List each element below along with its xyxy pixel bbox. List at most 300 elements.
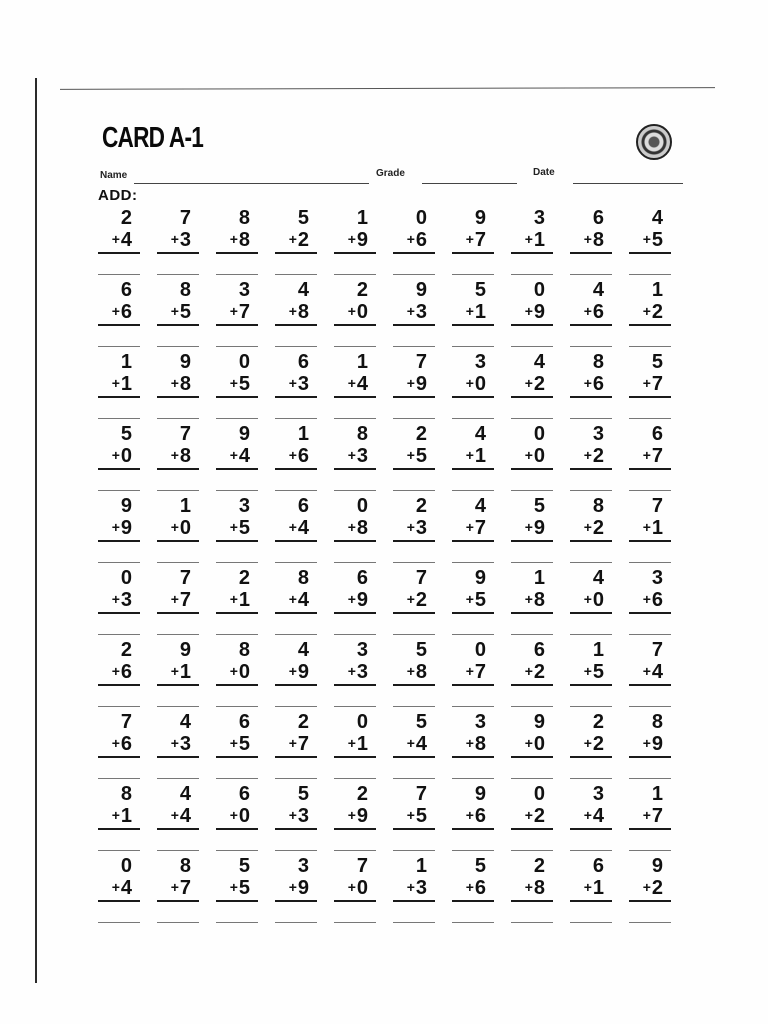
- addition-problem: [271, 422, 317, 494]
- sum-bar: [334, 900, 376, 902]
- addend-bottom-value: 4: [415, 733, 427, 755]
- addend-bottom: [643, 229, 663, 250]
- answer-line[interactable]: [629, 706, 671, 707]
- addend-bottom-value: 4: [592, 805, 604, 827]
- answer-line[interactable]: [216, 706, 258, 707]
- addend-top: 2: [415, 495, 427, 517]
- answer-line[interactable]: [98, 634, 140, 635]
- addend-bottom-value: 4: [120, 229, 132, 251]
- answer-line[interactable]: [98, 418, 140, 419]
- answer-line[interactable]: [629, 634, 671, 635]
- addend-top: 8: [356, 423, 368, 445]
- answer-line[interactable]: [275, 418, 317, 419]
- answer-line[interactable]: [157, 418, 199, 419]
- answer-line[interactable]: [216, 562, 258, 563]
- plus-sign: +: [642, 663, 651, 679]
- answer-line[interactable]: [511, 634, 553, 635]
- answer-line[interactable]: [98, 850, 140, 851]
- plus-sign: +: [406, 231, 415, 247]
- addend-top: 7: [120, 711, 132, 733]
- addition-problem: [271, 782, 317, 854]
- answer-line[interactable]: [452, 634, 494, 635]
- answer-line[interactable]: [452, 778, 494, 779]
- answer-line[interactable]: [98, 922, 140, 923]
- addition-problem: [566, 422, 612, 494]
- answer-line[interactable]: [452, 274, 494, 275]
- sum-bar: [98, 900, 140, 902]
- addition-problem: [271, 638, 317, 710]
- addition-problem: [94, 278, 140, 350]
- sum-bar: [334, 324, 376, 326]
- addend-bottom: [466, 517, 486, 538]
- addition-problem: [625, 206, 671, 278]
- answer-line[interactable]: [511, 346, 553, 347]
- addend-bottom: [643, 589, 663, 610]
- sum-bar: [511, 756, 553, 758]
- addend-top: 5: [297, 207, 309, 229]
- problem-row: [94, 638, 684, 710]
- addition-problem: [448, 566, 494, 638]
- answer-line[interactable]: [334, 490, 376, 491]
- addend-top: 1: [415, 855, 427, 877]
- answer-line[interactable]: [334, 418, 376, 419]
- answer-line[interactable]: [216, 778, 258, 779]
- answer-line[interactable]: [393, 418, 435, 419]
- answer-line[interactable]: [393, 634, 435, 635]
- answer-line[interactable]: [334, 562, 376, 563]
- answer-line[interactable]: [98, 706, 140, 707]
- addend-bottom: [466, 589, 486, 610]
- sum-bar: [629, 612, 671, 614]
- answer-line[interactable]: [275, 346, 317, 347]
- answer-line[interactable]: [452, 706, 494, 707]
- addend-bottom: [525, 229, 545, 250]
- addend-top: 1: [592, 639, 604, 661]
- sum-bar: [511, 468, 553, 470]
- plus-sign: +: [288, 879, 297, 895]
- plus-sign: +: [288, 591, 297, 607]
- addend-bottom-value: 4: [297, 589, 309, 611]
- addend-top: 2: [120, 639, 132, 661]
- addend-top: 8: [238, 207, 250, 229]
- addend-bottom-value: 1: [238, 589, 250, 611]
- answer-line[interactable]: [157, 706, 199, 707]
- addend-bottom-value: 3: [297, 373, 309, 395]
- addition-problem: [507, 710, 553, 782]
- sum-bar: [511, 684, 553, 686]
- addend-bottom-value: 2: [533, 373, 545, 395]
- problem-row: [94, 350, 684, 422]
- addend-bottom-value: 5: [238, 517, 250, 539]
- addition-problem: [330, 206, 376, 278]
- addition-problem: [153, 782, 199, 854]
- answer-line[interactable]: [629, 922, 671, 923]
- answer-line[interactable]: [570, 562, 612, 563]
- addend-bottom-value: 9: [356, 589, 368, 611]
- addend-top: 0: [415, 207, 427, 229]
- addend-bottom-value: 9: [120, 517, 132, 539]
- answer-line[interactable]: [393, 850, 435, 851]
- addend-bottom-value: 6: [474, 805, 486, 827]
- answer-line[interactable]: [452, 850, 494, 851]
- addend-bottom: [289, 445, 309, 466]
- answer-line[interactable]: [275, 562, 317, 563]
- answer-line[interactable]: [452, 922, 494, 923]
- plus-sign: +: [111, 663, 120, 679]
- answer-line[interactable]: [98, 778, 140, 779]
- answer-line[interactable]: [570, 850, 612, 851]
- addend-top: 1: [356, 351, 368, 373]
- addend-top: 2: [120, 207, 132, 229]
- answer-line[interactable]: [334, 778, 376, 779]
- answer-line[interactable]: [216, 346, 258, 347]
- sum-bar: [98, 612, 140, 614]
- answer-line[interactable]: [452, 490, 494, 491]
- answer-line[interactable]: [157, 850, 199, 851]
- answer-line[interactable]: [511, 274, 553, 275]
- addend-bottom-value: 1: [179, 661, 191, 683]
- answer-line[interactable]: [157, 778, 199, 779]
- plus-sign: +: [583, 447, 592, 463]
- answer-line[interactable]: [570, 490, 612, 491]
- answer-line[interactable]: [216, 850, 258, 851]
- addend-bottom-value: 0: [592, 589, 604, 611]
- answer-line[interactable]: [511, 706, 553, 707]
- answer-line[interactable]: [629, 562, 671, 563]
- addition-problem: [330, 422, 376, 494]
- plus-sign: +: [465, 519, 474, 535]
- addend-bottom-value: 7: [238, 301, 250, 323]
- grade-field-line[interactable]: [422, 183, 517, 184]
- addend-top: 6: [651, 423, 663, 445]
- sum-bar: [511, 540, 553, 542]
- addition-problem: [212, 638, 258, 710]
- addition-problem: [566, 854, 612, 926]
- answer-line[interactable]: [393, 562, 435, 563]
- addend-top: 7: [415, 783, 427, 805]
- plus-sign: +: [642, 519, 651, 535]
- problem-row: [94, 710, 684, 782]
- sum-bar: [275, 396, 317, 398]
- addition-problem: [507, 566, 553, 638]
- addend-bottom: [466, 301, 486, 322]
- addend-top: 1: [651, 783, 663, 805]
- addend-bottom-value: 9: [651, 733, 663, 755]
- sum-bar: [216, 324, 258, 326]
- answer-line[interactable]: [511, 562, 553, 563]
- answer-line[interactable]: [275, 778, 317, 779]
- addend-top: 9: [179, 351, 191, 373]
- answer-line[interactable]: [334, 922, 376, 923]
- addend-bottom-value: 3: [297, 805, 309, 827]
- addition-problem: [566, 278, 612, 350]
- problem-row: [94, 206, 684, 278]
- answer-line[interactable]: [570, 274, 612, 275]
- answer-line[interactable]: [275, 274, 317, 275]
- addition-problem: [330, 350, 376, 422]
- addend-bottom: [584, 517, 604, 538]
- sum-bar: [452, 828, 494, 830]
- plus-sign: +: [465, 231, 474, 247]
- answer-line[interactable]: [334, 634, 376, 635]
- answer-line[interactable]: [511, 778, 553, 779]
- answer-line[interactable]: [334, 274, 376, 275]
- addend-bottom-value: 0: [238, 805, 250, 827]
- card-title: CARD A-1: [102, 122, 203, 154]
- answer-line[interactable]: [275, 922, 317, 923]
- answer-line[interactable]: [570, 634, 612, 635]
- answer-line[interactable]: [511, 418, 553, 419]
- plus-sign: +: [642, 807, 651, 823]
- sum-bar: [275, 900, 317, 902]
- addend-bottom: [584, 661, 604, 682]
- answer-line[interactable]: [393, 346, 435, 347]
- problem-row: [94, 854, 684, 926]
- sum-bar: [570, 900, 612, 902]
- addend-bottom-value: 1: [474, 301, 486, 323]
- date-field-line[interactable]: [573, 183, 683, 184]
- addend-bottom: [289, 805, 309, 826]
- plus-sign: +: [465, 447, 474, 463]
- addend-top: 8: [592, 495, 604, 517]
- addend-top: 6: [297, 495, 309, 517]
- addend-bottom-value: 4: [238, 445, 250, 467]
- sum-bar: [393, 756, 435, 758]
- addend-bottom: [289, 733, 309, 754]
- addition-problem: [507, 278, 553, 350]
- addition-problem: [625, 710, 671, 782]
- answer-line[interactable]: [452, 562, 494, 563]
- answer-line[interactable]: [216, 490, 258, 491]
- addend-bottom-value: 4: [297, 517, 309, 539]
- plus-sign: +: [288, 519, 297, 535]
- answer-line[interactable]: [275, 850, 317, 851]
- answer-line[interactable]: [393, 706, 435, 707]
- addend-bottom-value: 3: [415, 517, 427, 539]
- answer-line[interactable]: [393, 274, 435, 275]
- answer-line[interactable]: [511, 490, 553, 491]
- addend-bottom: [348, 445, 368, 466]
- addition-problem: [94, 350, 140, 422]
- answer-line[interactable]: [157, 346, 199, 347]
- answer-line[interactable]: [98, 490, 140, 491]
- answer-line[interactable]: [452, 418, 494, 419]
- addend-bottom-value: 8: [474, 733, 486, 755]
- answer-line[interactable]: [157, 634, 199, 635]
- addend-bottom: [584, 373, 604, 394]
- addition-problem: [94, 782, 140, 854]
- plus-sign: +: [583, 375, 592, 391]
- answer-line[interactable]: [393, 490, 435, 491]
- plus-sign: +: [288, 375, 297, 391]
- answer-line[interactable]: [570, 778, 612, 779]
- answer-line[interactable]: [393, 778, 435, 779]
- plus-sign: +: [642, 735, 651, 751]
- addend-top: 2: [356, 783, 368, 805]
- answer-line[interactable]: [275, 634, 317, 635]
- addition-problem: [389, 638, 435, 710]
- addend-bottom-value: 0: [179, 517, 191, 539]
- addend-bottom-value: 2: [297, 229, 309, 251]
- plus-sign: +: [524, 879, 533, 895]
- answer-line[interactable]: [570, 922, 612, 923]
- addend-bottom-value: 9: [297, 661, 309, 683]
- addend-top: 3: [356, 639, 368, 661]
- addend-top: 2: [356, 279, 368, 301]
- addend-bottom-value: 5: [415, 805, 427, 827]
- addend-bottom-value: 9: [533, 301, 545, 323]
- plus-sign: +: [288, 447, 297, 463]
- addition-problem: [448, 782, 494, 854]
- addend-bottom-value: 7: [179, 877, 191, 899]
- plus-sign: +: [406, 375, 415, 391]
- addition-problem: [389, 566, 435, 638]
- answer-line[interactable]: [570, 706, 612, 707]
- plus-sign: +: [583, 591, 592, 607]
- plus-sign: +: [288, 303, 297, 319]
- addend-bottom: [230, 445, 250, 466]
- addend-bottom-value: 5: [238, 373, 250, 395]
- answer-line[interactable]: [629, 778, 671, 779]
- addend-bottom: [171, 877, 191, 898]
- addend-bottom-value: 6: [651, 589, 663, 611]
- addend-bottom-value: 0: [533, 445, 545, 467]
- sum-bar: [157, 324, 199, 326]
- answer-line[interactable]: [157, 922, 199, 923]
- addition-problem: [625, 782, 671, 854]
- addend-bottom: [348, 229, 368, 250]
- plus-sign: +: [229, 735, 238, 751]
- addend-bottom-value: 3: [415, 301, 427, 323]
- plus-sign: +: [406, 519, 415, 535]
- addend-top: 8: [120, 783, 132, 805]
- answer-line[interactable]: [157, 562, 199, 563]
- addend-top: 5: [415, 639, 427, 661]
- addend-top: 5: [474, 855, 486, 877]
- answer-line[interactable]: [629, 274, 671, 275]
- sum-bar: [570, 396, 612, 398]
- name-field-line[interactable]: [134, 183, 369, 184]
- addend-top: 9: [474, 207, 486, 229]
- answer-line[interactable]: [629, 346, 671, 347]
- sum-bar: [570, 684, 612, 686]
- sum-bar: [275, 756, 317, 758]
- addend-bottom: [112, 301, 132, 322]
- plus-sign: +: [347, 879, 356, 895]
- addend-bottom: [230, 373, 250, 394]
- answer-line[interactable]: [334, 706, 376, 707]
- answer-line[interactable]: [393, 922, 435, 923]
- plus-sign: +: [524, 735, 533, 751]
- problem-row: [94, 782, 684, 854]
- addition-problem: [330, 782, 376, 854]
- addend-bottom: [525, 517, 545, 538]
- addend-bottom: [466, 877, 486, 898]
- addend-bottom: [171, 805, 191, 826]
- plus-sign: +: [524, 231, 533, 247]
- answer-line[interactable]: [334, 850, 376, 851]
- plus-sign: +: [524, 591, 533, 607]
- addend-bottom-value: 5: [651, 229, 663, 251]
- addend-top: 4: [651, 207, 663, 229]
- plus-sign: +: [288, 807, 297, 823]
- plus-sign: +: [170, 231, 179, 247]
- answer-line[interactable]: [157, 274, 199, 275]
- addend-top: 6: [297, 351, 309, 373]
- answer-line[interactable]: [275, 706, 317, 707]
- addend-top: 0: [474, 639, 486, 661]
- addend-bottom: [112, 661, 132, 682]
- answer-line[interactable]: [98, 562, 140, 563]
- answer-line[interactable]: [570, 418, 612, 419]
- sum-bar: [570, 324, 612, 326]
- addend-bottom-value: 0: [474, 373, 486, 395]
- addition-problem: [330, 566, 376, 638]
- addend-bottom: [289, 661, 309, 682]
- addend-top: 4: [179, 783, 191, 805]
- addend-top: 9: [533, 711, 545, 733]
- addend-bottom: [112, 229, 132, 250]
- addend-bottom: [171, 301, 191, 322]
- addend-bottom-value: 7: [651, 805, 663, 827]
- sum-bar: [511, 324, 553, 326]
- addition-problem: [389, 710, 435, 782]
- plus-sign: +: [170, 879, 179, 895]
- addend-bottom-value: 0: [120, 445, 132, 467]
- answer-line[interactable]: [275, 490, 317, 491]
- answer-line[interactable]: [452, 346, 494, 347]
- sum-bar: [511, 252, 553, 254]
- addend-bottom-value: 8: [533, 877, 545, 899]
- plus-sign: +: [229, 591, 238, 607]
- answer-line[interactable]: [511, 922, 553, 923]
- answer-line[interactable]: [216, 418, 258, 419]
- addition-problem: [389, 278, 435, 350]
- addition-problem: [507, 350, 553, 422]
- sum-bar: [216, 756, 258, 758]
- answer-line[interactable]: [629, 850, 671, 851]
- answer-line[interactable]: [216, 634, 258, 635]
- addend-top: 3: [533, 207, 545, 229]
- addend-bottom: [171, 517, 191, 538]
- addend-top: 4: [474, 495, 486, 517]
- addend-bottom: [230, 517, 250, 538]
- answer-line[interactable]: [511, 850, 553, 851]
- addition-problem: [330, 278, 376, 350]
- addition-problem: [271, 206, 317, 278]
- answer-line[interactable]: [216, 922, 258, 923]
- answer-line[interactable]: [157, 490, 199, 491]
- addition-problem: [330, 854, 376, 926]
- plus-sign: +: [524, 447, 533, 463]
- sum-bar: [452, 756, 494, 758]
- answer-line[interactable]: [629, 490, 671, 491]
- addend-bottom: [289, 301, 309, 322]
- left-margin-rule: [35, 78, 37, 983]
- addend-top: 9: [238, 423, 250, 445]
- plus-sign: +: [288, 231, 297, 247]
- addend-bottom-value: 3: [415, 877, 427, 899]
- answer-line[interactable]: [334, 346, 376, 347]
- addend-bottom-value: 8: [592, 229, 604, 251]
- addend-bottom-value: 8: [238, 229, 250, 251]
- answer-line[interactable]: [98, 274, 140, 275]
- addition-problem: [153, 854, 199, 926]
- answer-line[interactable]: [98, 346, 140, 347]
- answer-line[interactable]: [629, 418, 671, 419]
- answer-line[interactable]: [570, 346, 612, 347]
- answer-line[interactable]: [216, 274, 258, 275]
